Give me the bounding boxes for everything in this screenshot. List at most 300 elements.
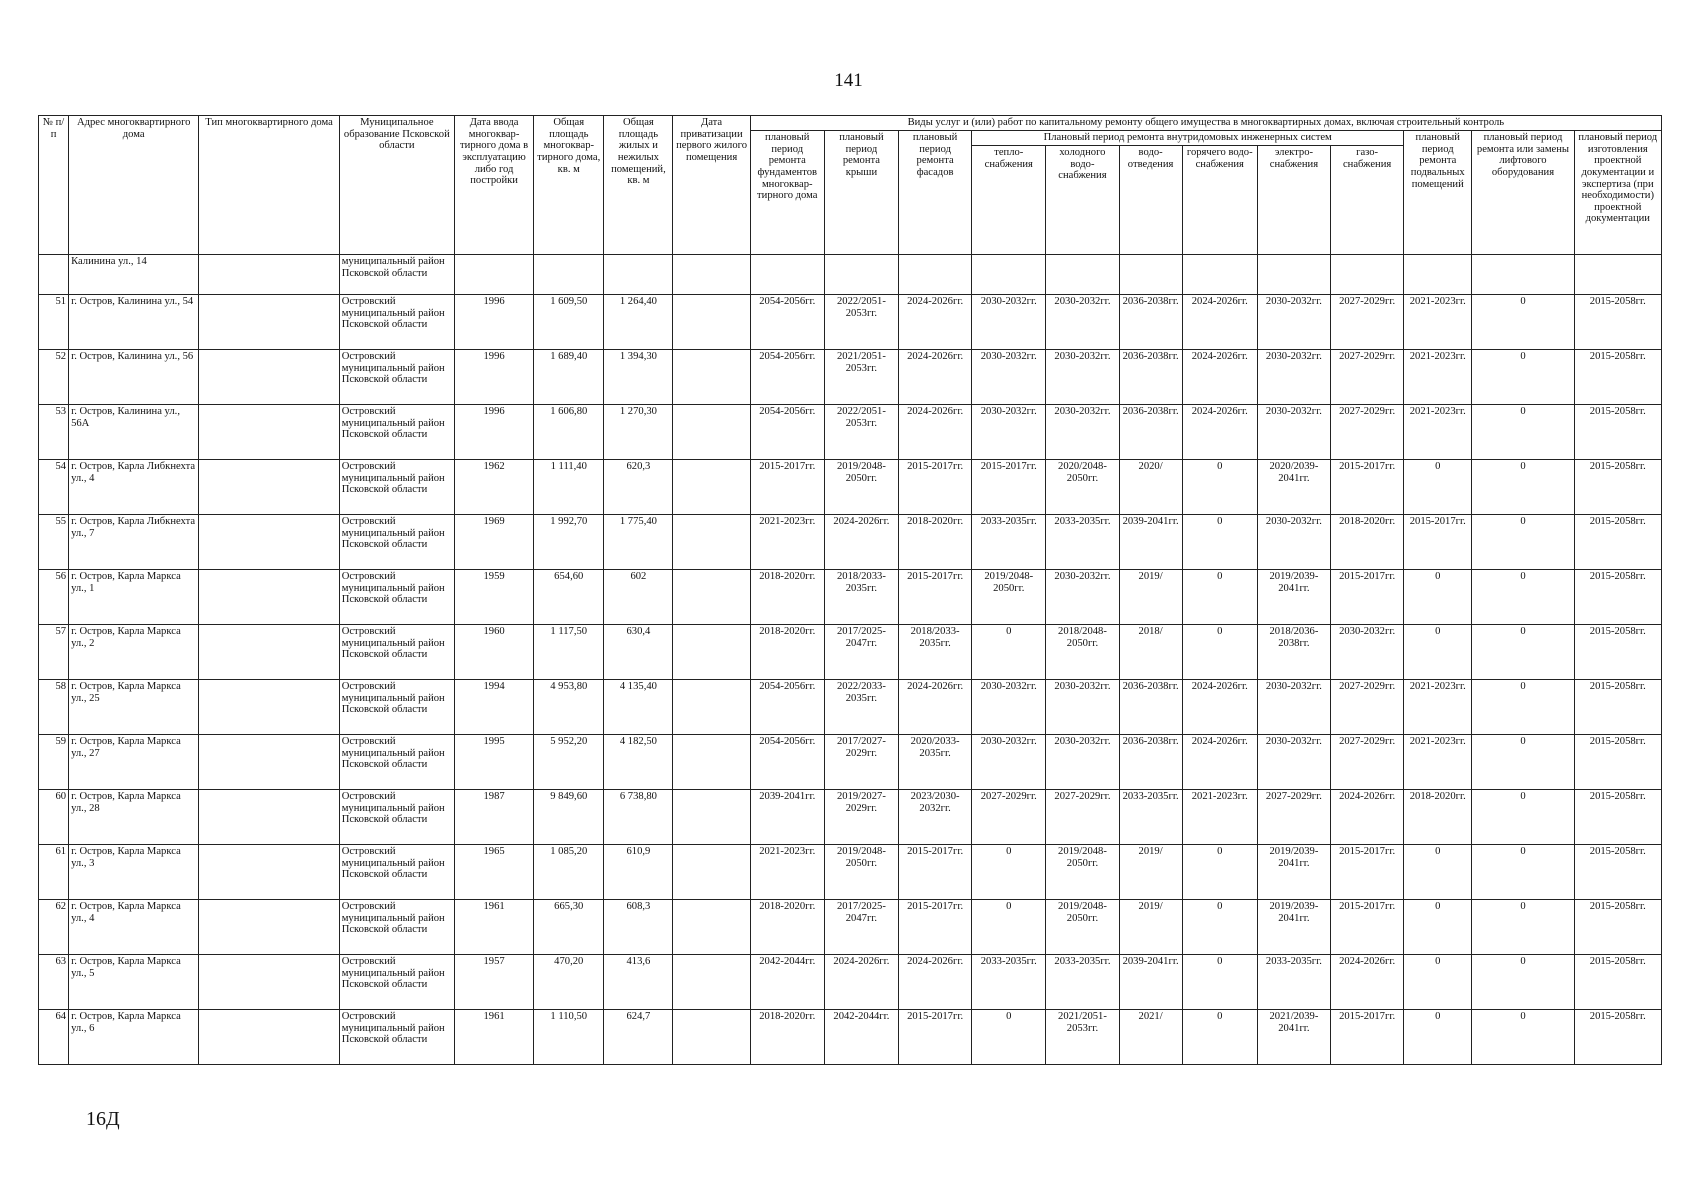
cell-drainage: 2036-2038гг.	[1119, 350, 1182, 405]
cell-electric: 2027-2029гг.	[1257, 790, 1330, 845]
cell-living-area: 4 135,40	[604, 680, 673, 735]
cell-address: г. Остров, Карла Маркса ул., 27	[69, 735, 199, 790]
cell-elevator: 0	[1472, 955, 1574, 1010]
cell-date: 1996	[454, 405, 533, 460]
cell-cold-water: 2027-2029гг.	[1046, 790, 1119, 845]
cell-total-area: 1 085,20	[534, 845, 604, 900]
header-gas: газо-снабжения	[1331, 146, 1404, 255]
cell-cold-water: 2033-2035гг.	[1046, 955, 1119, 1010]
cell-date: 1994	[454, 680, 533, 735]
cell-living-area: 624,7	[604, 1010, 673, 1065]
cell-design: 2015-2058гг.	[1574, 790, 1661, 845]
cell-num: 52	[39, 350, 69, 405]
header-engineering-group: Плановый период ремонта внутридомовых инженерных систем	[972, 131, 1404, 146]
header-roof: плановый период ремонта крыши	[824, 131, 898, 255]
cell-design: 2015-2058гг.	[1574, 350, 1661, 405]
cell-gas: 2030-2032гг.	[1331, 625, 1404, 680]
cell-drainage: 2019/	[1119, 570, 1182, 625]
cell-total-area: 5 952,20	[534, 735, 604, 790]
cell-elevator: 0	[1472, 350, 1574, 405]
cell-type	[199, 405, 339, 460]
cell-total-area: 1 111,40	[534, 460, 604, 515]
cell-roof: 2017/2027-2029гг.	[824, 735, 898, 790]
cell-privatization	[673, 790, 750, 845]
header-municipality: Муниципальное образование Псковской области	[339, 116, 454, 255]
cell-address: г. Остров, Карла Маркса ул., 28	[69, 790, 199, 845]
cell-facade: 2015-2017гг.	[899, 900, 972, 955]
cell-drainage: 2019/	[1119, 845, 1182, 900]
cell-electric: 2030-2032гг.	[1257, 350, 1330, 405]
cell-privatization	[673, 570, 750, 625]
table-row	[39, 515, 1662, 570]
cell-facade: 2015-2017гг.	[899, 570, 972, 625]
cell-address: г. Остров, Карла Маркса ул., 5	[69, 955, 199, 1010]
cell-electric: 2019/2039-2041гг.	[1257, 570, 1330, 625]
cell-living-area: 413,6	[604, 955, 673, 1010]
cell-facade: 2020/2033-2035гг.	[899, 735, 972, 790]
cell-cold-water: 2020/2048-2050гг.	[1046, 460, 1119, 515]
cell-total-area: 654,60	[534, 570, 604, 625]
cell-heat: 2015-2017гг.	[972, 460, 1046, 515]
cell-date: 1996	[454, 350, 533, 405]
cell-type	[199, 295, 339, 350]
cell-total-area: 4 953,80	[534, 680, 604, 735]
header-works-group: Виды услуг и (или) работ по капитальному ремонту общего имущества в многоквартирных домах, включая строительный контроль	[750, 116, 1661, 131]
cell-living-area: 1 394,30	[604, 350, 673, 405]
cell-municipality: Островский муниципальный район Псковской области	[339, 350, 454, 405]
cell-cold-water: 2030-2032гг.	[1046, 350, 1119, 405]
cell-drainage: 2036-2038гг.	[1119, 295, 1182, 350]
cell-address: г. Остров, Калинина ул., 56А	[69, 405, 199, 460]
cell-basement: 0	[1404, 845, 1472, 900]
cell-foundation: 2021-2023гг.	[750, 515, 824, 570]
cell-cold-water: 2033-2035гг.	[1046, 515, 1119, 570]
cell-basement: 2021-2023гг.	[1404, 295, 1472, 350]
cell-basement: 2018-2020гг.	[1404, 790, 1472, 845]
table-row	[39, 405, 1662, 460]
header-cold-water: холодного водо-снабжения	[1046, 146, 1119, 255]
header-electric: электро-снабжения	[1257, 146, 1330, 255]
cell-roof: 2019/2048-2050гг.	[824, 845, 898, 900]
cell-address: г. Остров, Карла Маркса ул., 6	[69, 1010, 199, 1065]
cell-facade: 2015-2017гг.	[899, 460, 972, 515]
cell-design: 2015-2058гг.	[1574, 570, 1661, 625]
header-heat: тепло-снабжения	[972, 146, 1046, 255]
cell-elevator: 0	[1472, 625, 1574, 680]
cell-gas: 2027-2029гг.	[1331, 295, 1404, 350]
cell-total-area: 1 110,50	[534, 1010, 604, 1065]
cell-privatization	[673, 405, 750, 460]
cell-facade: 2023/2030-2032гг.	[899, 790, 972, 845]
cell-gas: 2015-2017гг.	[1331, 570, 1404, 625]
cell-design: 2015-2058гг.	[1574, 1010, 1661, 1065]
cell-roof: 2042-2044гг.	[824, 1010, 898, 1065]
cell-privatization	[673, 680, 750, 735]
cell-privatization	[673, 845, 750, 900]
cell-total-area: 470,20	[534, 955, 604, 1010]
cell-basement: 2021-2023гг.	[1404, 680, 1472, 735]
cell-privatization	[673, 955, 750, 1010]
cell-basement: 0	[1404, 1010, 1472, 1065]
cell-foundation: 2054-2056гг.	[750, 405, 824, 460]
cell-facade: 2024-2026гг.	[899, 680, 972, 735]
cell-num: 61	[39, 845, 69, 900]
cell-heat: 0	[972, 845, 1046, 900]
cell-date: 1996	[454, 295, 533, 350]
cell-roof: 2024-2026гг.	[824, 515, 898, 570]
cell-num: 54	[39, 460, 69, 515]
header-num: № п/п	[39, 116, 69, 255]
cell-address: г. Остров, Карла Маркса ул., 2	[69, 625, 199, 680]
cell-elevator: 0	[1472, 1010, 1574, 1065]
cell-total-area: 1 992,70	[534, 515, 604, 570]
cell-type	[199, 955, 339, 1010]
cell-living-area: 4 182,50	[604, 735, 673, 790]
cell-total-area: 1 609,50	[534, 295, 604, 350]
cell-hot-water: 2024-2026гг.	[1182, 405, 1257, 460]
table-row	[39, 295, 1662, 350]
cell-drainage: 2036-2038гг.	[1119, 735, 1182, 790]
cell-municipality: муниципальный район Псковской области	[339, 255, 454, 295]
cell-municipality: Островский муниципальный район Псковской области	[339, 845, 454, 900]
cell-roof: 2019/2027-2029гг.	[824, 790, 898, 845]
cell-electric: 2030-2032гг.	[1257, 405, 1330, 460]
cell-municipality: Островский муниципальный район Псковской области	[339, 680, 454, 735]
cell-foundation: 2039-2041гг.	[750, 790, 824, 845]
cell-num: 53	[39, 405, 69, 460]
cell-heat: 2030-2032гг.	[972, 405, 1046, 460]
cell-num: 63	[39, 955, 69, 1010]
cell-num: 57	[39, 625, 69, 680]
cell-date: 1969	[454, 515, 533, 570]
cell-design: 2015-2058гг.	[1574, 900, 1661, 955]
cell-heat: 2027-2029гг.	[972, 790, 1046, 845]
cell-foundation: 2054-2056гг.	[750, 680, 824, 735]
cell-gas: 2027-2029гг.	[1331, 405, 1404, 460]
header-living-area: Общая площадь жилых и нежилых помещений, кв. м	[604, 116, 673, 255]
cell-address: Калинина ул., 14	[69, 255, 199, 295]
cell-num: 64	[39, 1010, 69, 1065]
cell-living-area: 620,3	[604, 460, 673, 515]
cell-foundation: 2018-2020гг.	[750, 625, 824, 680]
cell-basement: 2021-2023гг.	[1404, 350, 1472, 405]
header-elevator: плановый период ремонта или замены лифтового оборудования	[1472, 131, 1574, 255]
cell-gas: 2015-2017гг.	[1331, 1010, 1404, 1065]
cell-drainage: 2021/	[1119, 1010, 1182, 1065]
table-row	[39, 680, 1662, 735]
cell-electric: 2030-2032гг.	[1257, 515, 1330, 570]
cell-cold-water: 2018/2048-2050гг.	[1046, 625, 1119, 680]
cell-basement: 2015-2017гг.	[1404, 515, 1472, 570]
cell-num: 56	[39, 570, 69, 625]
cell-municipality: Островский муниципальный район Псковской области	[339, 900, 454, 955]
cell-type	[199, 845, 339, 900]
cell-foundation: 2018-2020гг.	[750, 570, 824, 625]
cell-hot-water: 2024-2026гг.	[1182, 350, 1257, 405]
cell-hot-water: 2024-2026гг.	[1182, 680, 1257, 735]
cell-elevator: 0	[1472, 570, 1574, 625]
cell-heat: 2030-2032гг.	[972, 295, 1046, 350]
cell-type	[199, 460, 339, 515]
cell-privatization	[673, 515, 750, 570]
cell-design: 2015-2058гг.	[1574, 460, 1661, 515]
cell-hot-water: 0	[1182, 900, 1257, 955]
cell-gas: 2015-2017гг.	[1331, 460, 1404, 515]
cell-design: 2015-2058гг.	[1574, 295, 1661, 350]
cell-hot-water: 2021-2023гг.	[1182, 790, 1257, 845]
cell-date: 1987	[454, 790, 533, 845]
table-row	[39, 955, 1662, 1010]
cell-date: 1961	[454, 900, 533, 955]
cell-hot-water: 0	[1182, 845, 1257, 900]
cell-design: 2015-2058гг.	[1574, 680, 1661, 735]
cell-foundation: 2018-2020гг.	[750, 900, 824, 955]
cell-foundation: 2021-2023гг.	[750, 845, 824, 900]
cell-date: 1959	[454, 570, 533, 625]
table-row	[39, 460, 1662, 515]
cell-electric: 2019/2039-2041гг.	[1257, 900, 1330, 955]
cell-heat: 0	[972, 900, 1046, 955]
cell-facade: 2024-2026гг.	[899, 350, 972, 405]
cell-gas: 2027-2029гг.	[1331, 735, 1404, 790]
header-basement: плановый период ремонта подвальных помещений	[1404, 131, 1472, 255]
cell-address: г. Остров, Карла Маркса ул., 25	[69, 680, 199, 735]
cell-facade: 2018-2020гг.	[899, 515, 972, 570]
cell-electric: 2018/2036-2038гг.	[1257, 625, 1330, 680]
cell-cold-water: 2021/2051-2053гг.	[1046, 1010, 1119, 1065]
cell-num: 51	[39, 295, 69, 350]
cell-living-area: 6 738,80	[604, 790, 673, 845]
cell-facade: 2015-2017гг.	[899, 845, 972, 900]
cell-hot-water: 0	[1182, 625, 1257, 680]
cell-num: 59	[39, 735, 69, 790]
cell-num: 55	[39, 515, 69, 570]
cell-cold-water: 2030-2032гг.	[1046, 570, 1119, 625]
header-type: Тип многоквартирного дома	[199, 116, 339, 255]
cell-heat: 0	[972, 625, 1046, 680]
cell-electric: 2019/2039-2041гг.	[1257, 845, 1330, 900]
cell-foundation: 2042-2044гг.	[750, 955, 824, 1010]
cell-address: г. Остров, Калинина ул., 54	[69, 295, 199, 350]
cell-gas: 2024-2026гг.	[1331, 790, 1404, 845]
cell-num: 62	[39, 900, 69, 955]
cell-drainage: 2036-2038гг.	[1119, 405, 1182, 460]
cell-facade: 2018/2033-2035гг.	[899, 625, 972, 680]
cell-basement: 0	[1404, 460, 1472, 515]
cell-elevator: 0	[1472, 460, 1574, 515]
cell-roof: 2017/2025-2047гг.	[824, 900, 898, 955]
cell-drainage: 2020/	[1119, 460, 1182, 515]
cell-cold-water: 2030-2032гг.	[1046, 295, 1119, 350]
header-foundation: плановый период ремонта фундаментов многоквар-тирного дома	[750, 131, 824, 255]
cell-date: 1961	[454, 1010, 533, 1065]
cell-municipality: Островский муниципальный район Псковской области	[339, 515, 454, 570]
cell-basement: 0	[1404, 570, 1472, 625]
cell-living-area: 610,9	[604, 845, 673, 900]
header-facade: плановый период ремонта фасадов	[899, 131, 972, 255]
cell-municipality: Островский муниципальный район Псковской области	[339, 460, 454, 515]
cell-design: 2015-2058гг.	[1574, 955, 1661, 1010]
cell-privatization	[673, 735, 750, 790]
table-row	[39, 845, 1662, 900]
cell-elevator: 0	[1472, 295, 1574, 350]
cell-basement: 0	[1404, 955, 1472, 1010]
cell-facade: 2015-2017гг.	[899, 1010, 972, 1065]
cell-design: 2015-2058гг.	[1574, 735, 1661, 790]
cell-type	[199, 625, 339, 680]
cell-type	[199, 1010, 339, 1065]
cell-privatization	[673, 1010, 750, 1065]
cell-foundation: 2054-2056гг.	[750, 350, 824, 405]
cell-basement: 2021-2023гг.	[1404, 735, 1472, 790]
cell-municipality: Островский муниципальный район Псковской области	[339, 405, 454, 460]
cell-gas: 2015-2017гг.	[1331, 900, 1404, 955]
cell-foundation: 2054-2056гг.	[750, 295, 824, 350]
cell-date: 1957	[454, 955, 533, 1010]
cell-municipality: Островский муниципальный район Псковской области	[339, 1010, 454, 1065]
cell-municipality: Островский муниципальный район Псковской области	[339, 735, 454, 790]
cell-living-area: 602	[604, 570, 673, 625]
cell-elevator: 0	[1472, 735, 1574, 790]
cell-roof: 2018/2033-2035гг.	[824, 570, 898, 625]
cell-heat: 2030-2032гг.	[972, 680, 1046, 735]
header-drainage: водо-отведения	[1119, 146, 1182, 255]
cell-drainage: 2039-2041гг.	[1119, 515, 1182, 570]
cell-type	[199, 350, 339, 405]
cell-total-area: 1 689,40	[534, 350, 604, 405]
cell-heat: 2030-2032гг.	[972, 735, 1046, 790]
cell-living-area: 608,3	[604, 900, 673, 955]
cell-type	[199, 515, 339, 570]
header-total-area: Общая площадь многоквар-тирного дома, кв. м	[534, 116, 604, 255]
page-number: 141	[834, 70, 863, 91]
cell-gas: 2018-2020гг.	[1331, 515, 1404, 570]
cell-cold-water: 2030-2032гг.	[1046, 405, 1119, 460]
cell-privatization	[673, 460, 750, 515]
table-body	[39, 255, 1662, 1065]
cell-hot-water: 2024-2026гг.	[1182, 735, 1257, 790]
cell-roof: 2019/2048-2050гг.	[824, 460, 898, 515]
cell-type	[199, 680, 339, 735]
cell-electric: 2021/2039-2041гг.	[1257, 1010, 1330, 1065]
table-row	[39, 790, 1662, 845]
cell-elevator: 0	[1472, 515, 1574, 570]
cell-design: 2015-2058гг.	[1574, 845, 1661, 900]
cell-design: 2015-2058гг.	[1574, 405, 1661, 460]
cell-cold-water: 2019/2048-2050гг.	[1046, 900, 1119, 955]
cell-facade: 2024-2026гг.	[899, 405, 972, 460]
cell-facade: 2024-2026гг.	[899, 295, 972, 350]
cell-privatization	[673, 900, 750, 955]
cell-municipality: Островский муниципальный район Псковской области	[339, 295, 454, 350]
cell-elevator: 0	[1472, 845, 1574, 900]
cell-elevator: 0	[1472, 405, 1574, 460]
cell-municipality: Островский муниципальный район Псковской области	[339, 625, 454, 680]
cell-hot-water: 0	[1182, 460, 1257, 515]
capital-repair-table	[38, 115, 1662, 1065]
cell-hot-water: 0	[1182, 955, 1257, 1010]
table-row	[39, 570, 1662, 625]
cell-gas: 2027-2029гг.	[1331, 350, 1404, 405]
cell-roof: 2017/2025-2047гг.	[824, 625, 898, 680]
cell-roof: 2022/2033-2035гг.	[824, 680, 898, 735]
cell-date: 1965	[454, 845, 533, 900]
header-hot-water: горячего водо-снабжения	[1182, 146, 1257, 255]
table-row	[39, 1010, 1662, 1065]
cell-hot-water: 0	[1182, 1010, 1257, 1065]
footer-code: 16Д	[86, 1108, 120, 1130]
cell-drainage: 2019/	[1119, 900, 1182, 955]
cell-facade: 2024-2026гг.	[899, 955, 972, 1010]
cell-roof: 2022/2051-2053гг.	[824, 405, 898, 460]
cell-elevator: 0	[1472, 900, 1574, 955]
cell-heat: 0	[972, 1010, 1046, 1065]
cell-foundation: 2015-2017гг.	[750, 460, 824, 515]
table-row	[39, 625, 1662, 680]
cell-cold-water: 2030-2032гг.	[1046, 680, 1119, 735]
cell-living-area: 1 264,40	[604, 295, 673, 350]
cell-drainage: 2018/	[1119, 625, 1182, 680]
cell-basement: 0	[1404, 625, 1472, 680]
cell-roof: 2022/2051-2053гг.	[824, 295, 898, 350]
cell-type	[199, 735, 339, 790]
cell-hot-water: 0	[1182, 515, 1257, 570]
cell-address: г. Остров, Карла Маркса ул., 1	[69, 570, 199, 625]
continuation-row	[39, 255, 1662, 295]
cell-heat: 2019/2048-2050гг.	[972, 570, 1046, 625]
table-row	[39, 900, 1662, 955]
cell-living-area: 630,4	[604, 625, 673, 680]
cell-municipality: Островский муниципальный район Псковской области	[339, 570, 454, 625]
header-privatization: Дата приватизации первого жилого помещения	[673, 116, 750, 255]
cell-date: 1962	[454, 460, 533, 515]
cell-address: г. Остров, Калинина ул., 56	[69, 350, 199, 405]
cell-privatization	[673, 625, 750, 680]
cell-gas: 2024-2026гг.	[1331, 955, 1404, 1010]
header-design: плановый период изготовления проектной документации и экспертиза (при необходимости) проектной документации	[1574, 131, 1661, 255]
cell-hot-water: 2024-2026гг.	[1182, 295, 1257, 350]
cell-hot-water: 0	[1182, 570, 1257, 625]
cell-address: г. Остров, Карла Маркса ул., 3	[69, 845, 199, 900]
cell-municipality: Островский муниципальный район Псковской области	[339, 790, 454, 845]
cell-privatization	[673, 295, 750, 350]
cell-cold-water: 2019/2048-2050гг.	[1046, 845, 1119, 900]
cell-total-area: 9 849,60	[534, 790, 604, 845]
table-row	[39, 735, 1662, 790]
cell-address: г. Остров, Карла Либкнехта ул., 4	[69, 460, 199, 515]
cell-foundation: 2018-2020гг.	[750, 1010, 824, 1065]
cell-privatization	[673, 350, 750, 405]
cell-foundation: 2054-2056гг.	[750, 735, 824, 790]
cell-design: 2015-2058гг.	[1574, 515, 1661, 570]
cell-basement: 2021-2023гг.	[1404, 405, 1472, 460]
cell-type	[199, 570, 339, 625]
cell-total-area: 665,30	[534, 900, 604, 955]
cell-electric: 2020/2039-2041гг.	[1257, 460, 1330, 515]
cell-date: 1960	[454, 625, 533, 680]
cell-type	[199, 900, 339, 955]
cell-heat: 2033-2035гг.	[972, 515, 1046, 570]
cell-roof: 2021/2051-2053гг.	[824, 350, 898, 405]
cell-cold-water: 2030-2032гг.	[1046, 735, 1119, 790]
cell-electric: 2030-2032гг.	[1257, 735, 1330, 790]
cell-elevator: 0	[1472, 680, 1574, 735]
cell-total-area: 1 606,80	[534, 405, 604, 460]
cell-living-area: 1 270,30	[604, 405, 673, 460]
cell-num: 58	[39, 680, 69, 735]
table-row	[39, 350, 1662, 405]
cell-address: г. Остров, Карла Либкнехта ул., 7	[69, 515, 199, 570]
